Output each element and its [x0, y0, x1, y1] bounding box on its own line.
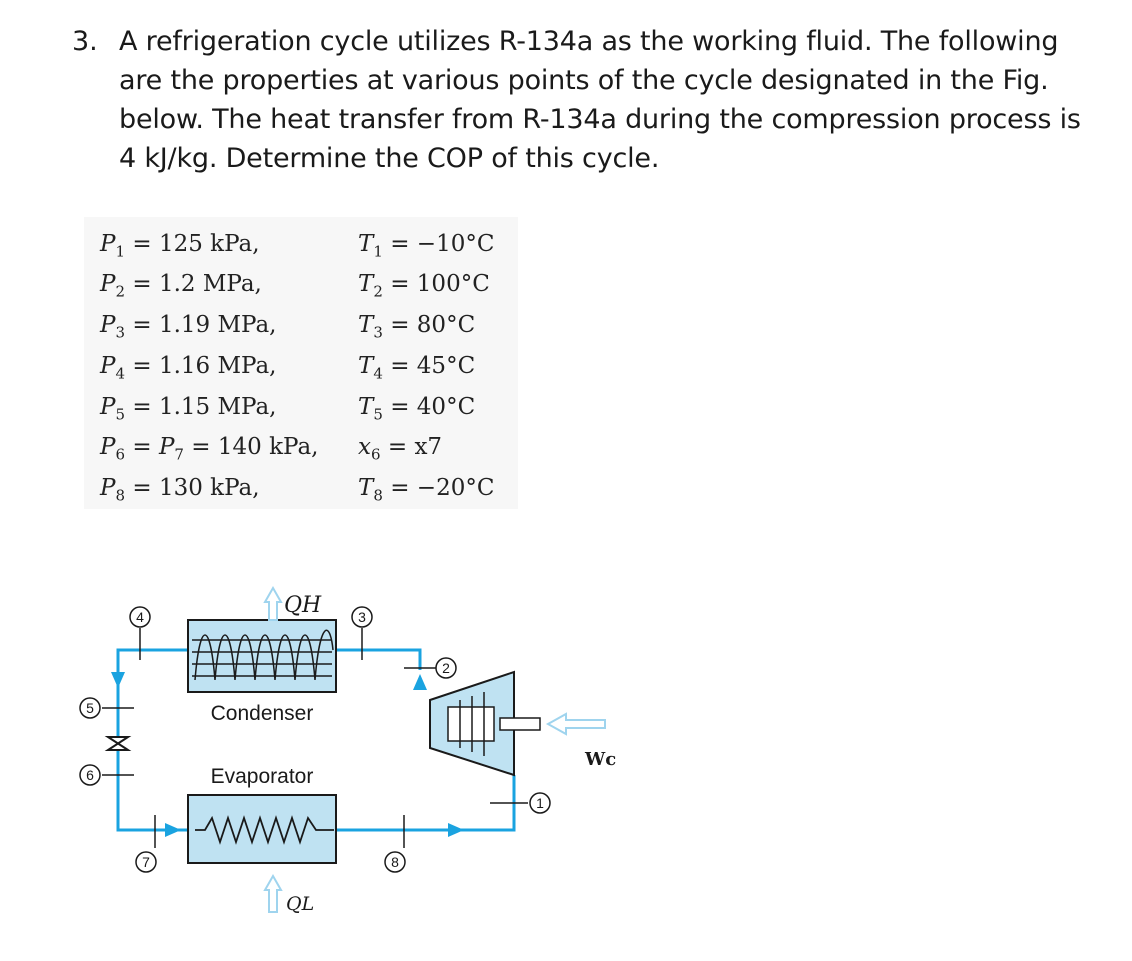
compressor-shaft — [500, 718, 540, 730]
state-point-7 — [136, 852, 156, 872]
flow-arrow-right-8 — [448, 823, 464, 837]
properties-table — [84, 217, 518, 509]
property-x6-x7: $x_6 = x7$ — [358, 434, 443, 464]
flow-arrow-up-2 — [413, 674, 427, 690]
compressor-unit — [430, 672, 540, 775]
evaporator-unit — [188, 795, 336, 863]
property-t3: $T_3 = 80^\circ C$ — [358, 312, 476, 342]
property-p8: $P_8 = 130$ kPa, — [100, 475, 260, 505]
pipe-bottom-right — [336, 775, 514, 830]
ql-arrow-icon — [265, 876, 281, 912]
pipe-top-right — [336, 650, 420, 670]
svg-text:3: 3 — [358, 609, 366, 625]
refrigeration-cycle-diagram — [0, 560, 640, 940]
qh-arrow-icon — [265, 588, 281, 620]
wc-label: Wc — [585, 749, 617, 770]
state-point-4 — [130, 607, 150, 627]
ql-label: QL — [286, 893, 315, 915]
expansion-valve — [108, 737, 128, 750]
property-t1: $T_1 = -10^\circ C$ — [358, 231, 495, 261]
state-point-5 — [80, 698, 100, 718]
wc-arrow-icon — [548, 714, 605, 734]
property-t4: $T_4 = 45^\circ C$ — [358, 353, 476, 383]
svg-text:6: 6 — [86, 767, 94, 783]
problem-text: A refrigeration cycle utilizes R-134a as the working fluid. The following are the properties at various points of the cycle designated in the Fig. below. The heat transfer from R-134a during the compression process is 4 kJ/kg. Determine the COP of this cycle. — [119, 26, 1081, 174]
property-t5: $T_5 = 40^\circ C$ — [358, 394, 476, 424]
property-t2: $T_2 = 100^\circ C$ — [358, 271, 490, 301]
property-p1: $P_1 = 125$ kPa, — [100, 231, 260, 261]
property-p5: $P_5 = 1.15$ MPa, — [100, 394, 277, 424]
state-point-8 — [385, 852, 405, 872]
condenser-unit — [188, 620, 336, 692]
problem-statement — [72, 22, 1082, 178]
property-p2: $P_2 = 1.2$ MPa, — [100, 271, 262, 301]
svg-text:4: 4 — [136, 609, 144, 625]
problem-number: 3. — [72, 26, 98, 57]
flow-arrow-down — [111, 672, 125, 688]
qh-label: QH — [284, 593, 322, 618]
evaporator-label: Evaporator — [210, 765, 314, 788]
svg-text:5: 5 — [86, 700, 94, 716]
state-point-6 — [80, 765, 100, 785]
condenser-label: Condenser — [210, 702, 314, 725]
state-point-2 — [436, 658, 456, 678]
svg-text:2: 2 — [442, 660, 450, 676]
state-point-1 — [530, 793, 550, 813]
svg-text:7: 7 — [142, 854, 150, 870]
property-p3: $P_3 = 1.19$ MPa, — [100, 312, 277, 342]
state-point-3 — [352, 607, 372, 627]
flow-arrow-right-7 — [165, 823, 181, 837]
property-p4: $P_4 = 1.16$ MPa, — [100, 353, 277, 383]
property-p6-p7: $P_6 = P_7 = 140$ kPa, — [100, 434, 319, 464]
pipe-left — [118, 650, 188, 830]
property-t8: $T_8 = -20^\circ C$ — [358, 475, 495, 505]
svg-text:1: 1 — [536, 795, 544, 811]
svg-text:8: 8 — [391, 854, 399, 870]
